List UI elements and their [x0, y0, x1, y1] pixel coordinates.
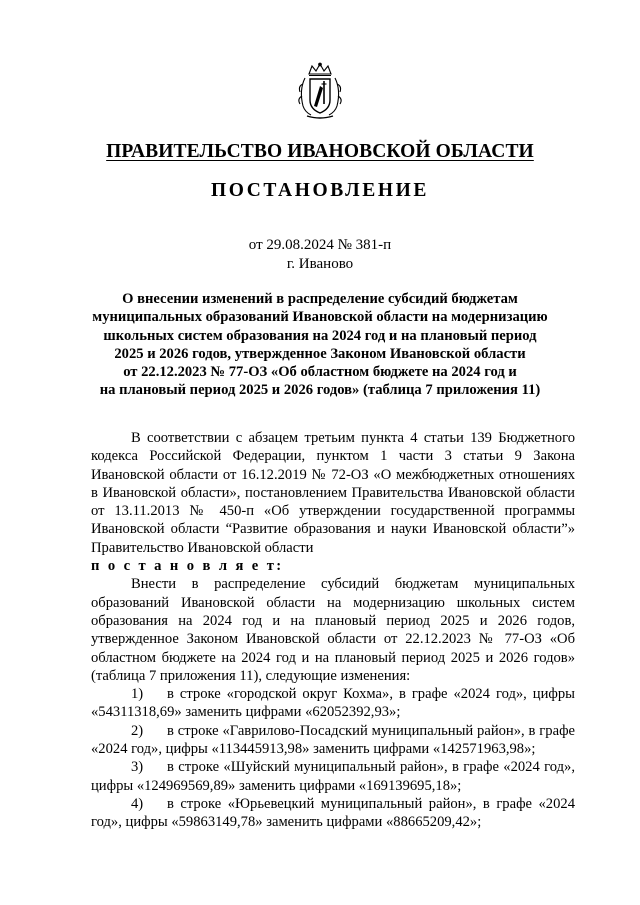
document-body: [91, 429, 575, 832]
item-text: в строке «Гаврилово-Посадский муниципальный район», в графе «2024 год», цифры «113445913,98» заменить цифрами «142571963,98»;: [91, 722, 575, 758]
date-and-number: от 29.08.2024 № 381-п: [248, 237, 392, 253]
preamble-paragraph: В соответствии с абзацем третьим пункта 4 статьи 139 Бюджетного кодекса Российской Федерации, пунктом 1 части 3 статьи 9 Закона Ивановской области от 16.12.2019 № 72-ОЗ «О межбюджетных отношениях в Ивановской области», постановлением Правительства Ивановской области от 13.11.2013 № 450-п «Об утверждении государственной программы Ивановской области “Развитие образования и науки Ивановской области”» Правительство Ивановской области: [91, 430, 575, 556]
subject-line: школьных систем образования на 2024 год и на плановый период: [103, 327, 537, 344]
government-title: ПРАВИТЕЛЬСТВО ИВАНОВСКОЙ ОБЛАСТИ: [106, 141, 534, 162]
subject-line: 2025 и 2026 годов, утвержденное Законом Ивановской области: [114, 345, 526, 362]
document-type: ПОСТАНОВЛЕНИЕ: [210, 180, 430, 201]
change-item: [91, 795, 575, 832]
main-paragraph: Внести в распределение субсидий бюджетам муниципальных образований Ивановской области на модернизацию школьных систем образования на 2024 год и на плановый период 2025 и 2026 годов, утвержденное Законом Ивановской области от 22.12.2023 № 77-ОЗ «Об областном бюджете на 2024 год и на плановый период 2025 и 2026 годов» (таблица 7 приложения 11), следующие изменения:: [91, 576, 575, 684]
city: г. Иваново: [286, 256, 354, 272]
item-text: в строке «Шуйский муниципальный район», в графе «2024 год», цифры «124969569,89» заменить цифрами «169139695,18»;: [91, 759, 575, 794]
change-item: [91, 722, 575, 759]
item-number: 2): [131, 722, 144, 739]
subject-line: О внесении изменений в распределение субсидий бюджетам: [122, 291, 518, 307]
coat-of-arms-emblem: [295, 62, 345, 120]
change-item: [91, 685, 575, 722]
change-item: [91, 758, 575, 795]
item-number: 1): [131, 686, 144, 703]
document-subject: [60, 290, 580, 400]
item-number: 4): [131, 795, 144, 812]
decree-word: п о с т а н о в л я е т:: [91, 558, 284, 575]
subject-line: от 22.12.2023 № 77-ОЗ «Об областном бюджете на 2024 год и: [123, 364, 517, 381]
subject-line: на плановый период 2025 и 2026 годов» (таблица 7 приложения 11): [99, 382, 541, 399]
item-number: 3): [131, 759, 144, 776]
item-text: в строке «Юрьевецкий муниципальный район», в графе «2024 год», цифры «59863149,78» заменить цифрами «88665209,42»;: [91, 795, 575, 831]
item-text: в строке «городской округ Кохма», в графе «2024 год», цифры «54311318,69» заменить цифрами «62052392,93»;: [91, 686, 575, 721]
subject-line: муниципальных образований Ивановской области на модернизацию: [92, 309, 548, 326]
